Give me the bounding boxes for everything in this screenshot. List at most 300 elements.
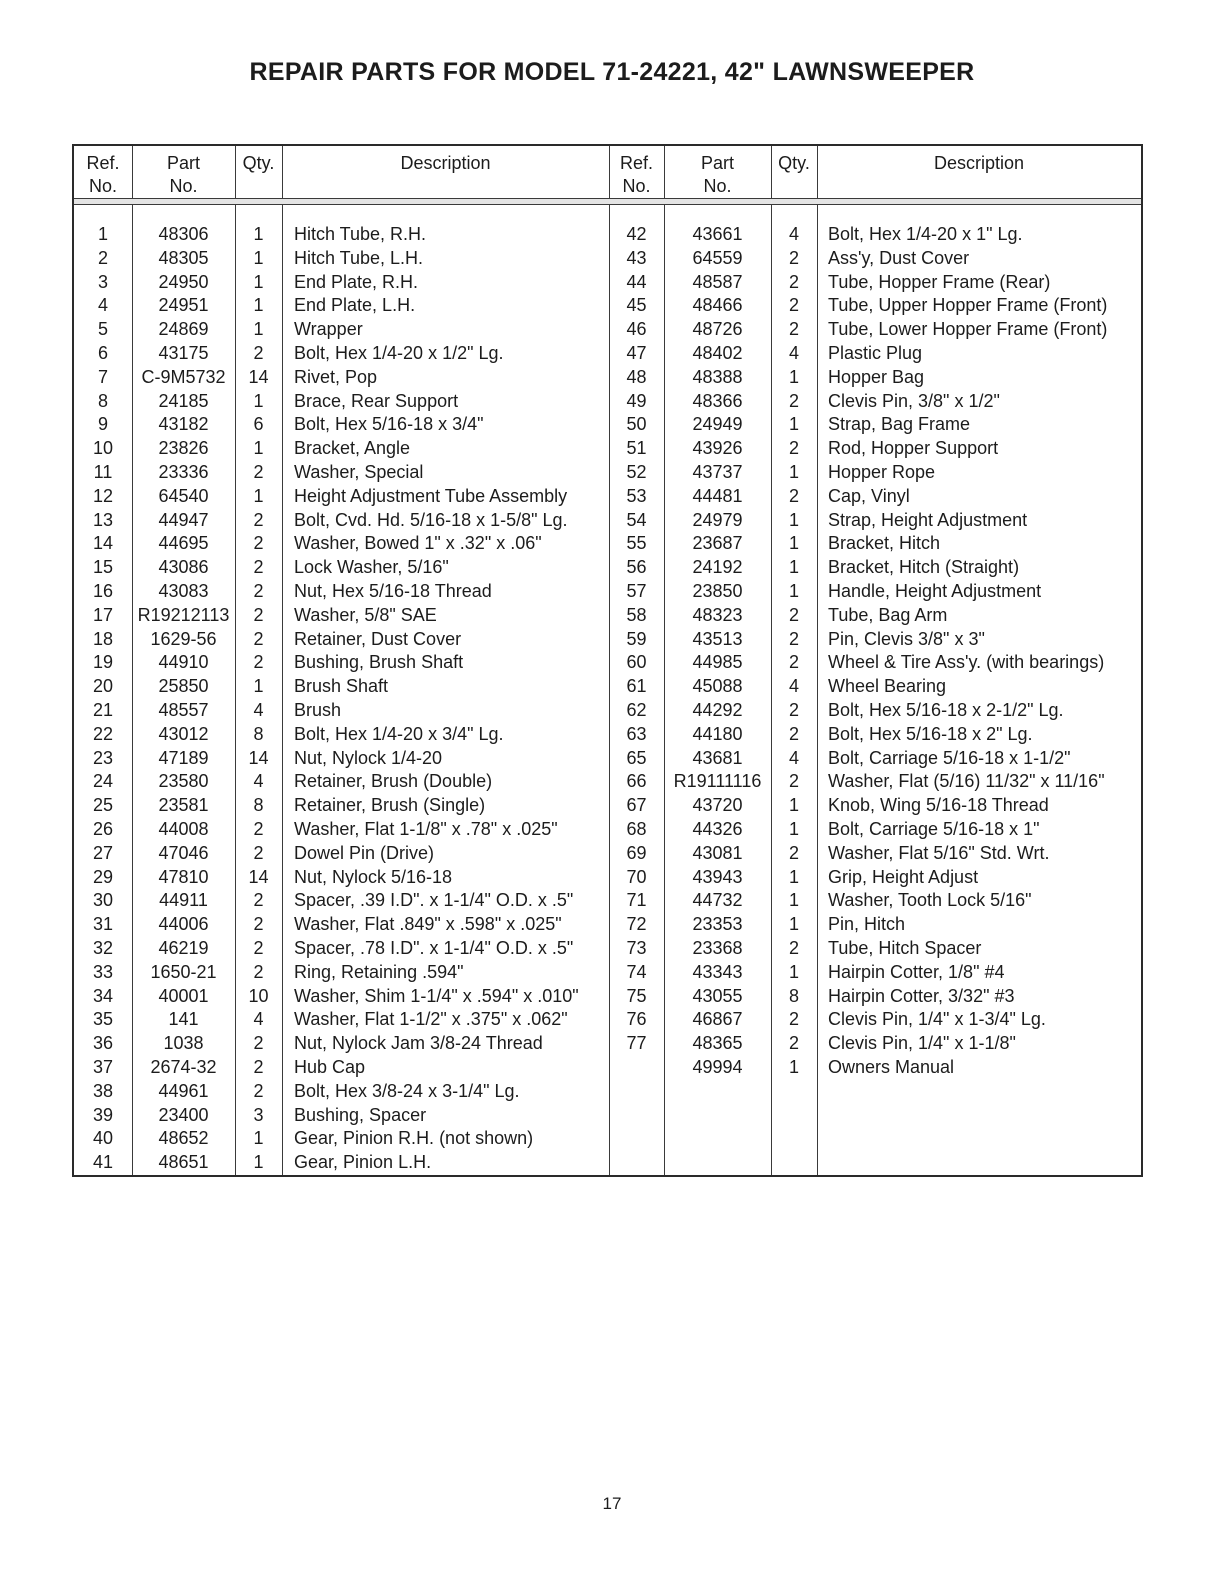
cell-ref: 18 <box>92 628 114 649</box>
cell-part: 24951 <box>158 295 209 316</box>
cell-ref: 7 <box>97 366 108 387</box>
cell-qty: 2 <box>788 295 799 316</box>
cell-ref: 57 <box>626 581 647 601</box>
cell-qty: 8 <box>788 985 799 1006</box>
cell-qty: 1 <box>253 390 264 411</box>
cell-ref: 30 <box>92 890 114 911</box>
cell-part: 44985 <box>692 652 743 673</box>
cell-part: 47189 <box>158 747 209 768</box>
cell-part: 48388 <box>692 366 743 387</box>
cell-part: 43513 <box>692 628 743 649</box>
cell-qty: 2 <box>253 938 264 958</box>
cell-ref: 26 <box>92 819 114 839</box>
cell-ref: 34 <box>92 985 114 1006</box>
cell-desc: Rod, Hopper Support <box>828 438 999 459</box>
cell-part: 23826 <box>158 438 209 459</box>
cell-part: 43081 <box>692 842 743 863</box>
cell-ref: 13 <box>92 509 114 530</box>
cell-desc: Owners Manual <box>828 1057 955 1077</box>
cell-part: 46219 <box>158 938 209 958</box>
parts-table <box>72 144 1143 1177</box>
cell-part: 44961 <box>158 1080 209 1101</box>
cell-qty: 1 <box>788 533 799 554</box>
cell-part: 64559 <box>692 247 743 268</box>
cell-ref: 71 <box>626 890 647 911</box>
cell-qty: 1 <box>788 914 799 935</box>
cell-qty: 2 <box>253 533 264 554</box>
cell-part: 48365 <box>692 1033 743 1054</box>
header-part-right <box>664 152 771 198</box>
cell-qty: 2 <box>788 485 799 506</box>
cell-ref: 49 <box>626 390 647 411</box>
cell-qty: 1 <box>253 485 264 506</box>
cell-ref: 32 <box>92 938 114 958</box>
cell-part: 44910 <box>158 652 209 673</box>
cell-part: 48366 <box>692 390 743 411</box>
cell-qty: 2 <box>788 271 799 292</box>
cell-ref: 43 <box>626 247 647 268</box>
cell-desc: Nut, Nylock 1/4-20 <box>294 747 443 768</box>
cell-desc: Nut, Nylock 5/16-18 <box>294 866 453 887</box>
cell-ref: 6 <box>97 343 108 363</box>
cell-part: 49994 <box>692 1057 743 1077</box>
cell-ref: 14 <box>92 533 114 554</box>
cell-part: 43012 <box>158 723 209 744</box>
cell-ref: 56 <box>626 557 647 578</box>
page-number: 17 <box>602 1494 622 1513</box>
header-part <box>132 152 235 198</box>
cell-qty: 2 <box>253 462 264 482</box>
header-part-line1: Part <box>700 153 734 173</box>
cell-desc: Spacer, .39 I.D". x 1-1/4" O.D. x .5" <box>294 890 574 911</box>
header-ref-right <box>609 152 664 198</box>
cell-desc: Plastic Plug <box>828 343 923 363</box>
cell-desc: Bushing, Brush Shaft <box>294 652 464 673</box>
page-title: REPAIR PARTS FOR MODEL 71-24221, 42" LAWNSWEEPER <box>249 58 975 86</box>
header-description-right: Description <box>933 153 1025 173</box>
cell-ref: 67 <box>626 795 647 816</box>
cell-desc: Tube, Upper Hopper Frame (Front) <box>828 295 1108 316</box>
cell-part: 48305 <box>158 247 209 268</box>
cell-qty: 1 <box>788 1057 799 1077</box>
cell-desc: Spacer, .78 I.D". x 1-1/4" O.D. x .5" <box>294 938 574 958</box>
cell-ref: 58 <box>626 604 647 625</box>
cell-desc: Clevis Pin, 1/4" x 1-1/8" <box>828 1033 1016 1054</box>
cell-ref: 63 <box>626 723 647 744</box>
cell-ref: 31 <box>92 914 114 935</box>
cell-desc: Bolt, Carriage 5/16-18 x 1" <box>828 819 1040 839</box>
cell-desc: Tube, Hopper Frame (Rear) <box>828 271 1051 292</box>
cell-ref: 54 <box>626 509 647 530</box>
cell-qty: 4 <box>253 1009 264 1030</box>
cell-ref: 21 <box>92 700 114 720</box>
cell-ref: 33 <box>92 961 114 982</box>
cell-ref: 37 <box>92 1057 114 1077</box>
cell-part: 48587 <box>692 271 743 292</box>
cell-qty: 2 <box>788 842 799 863</box>
header-part-line2: No. <box>703 176 732 196</box>
cell-ref: 10 <box>92 438 114 459</box>
cell-ref: 2 <box>97 247 108 268</box>
cell-desc: Cap, Vinyl <box>828 485 910 506</box>
cell-desc: Bracket, Hitch <box>828 533 941 554</box>
cell-ref: 3 <box>97 271 108 292</box>
cell-qty: 1 <box>788 581 799 601</box>
cell-desc: Washer, Special <box>294 462 424 482</box>
cell-qty: 1 <box>253 319 264 340</box>
cell-desc: Ass'y, Dust Cover <box>828 247 970 268</box>
cell-desc: Bolt, Hex 5/16-18 x 2-1/2" Lg. <box>828 700 1064 720</box>
cell-part: 48466 <box>692 295 743 316</box>
cell-desc: Ring, Retaining .594" <box>294 961 464 982</box>
cell-ref: 45 <box>626 295 647 316</box>
cell-qty: 8 <box>253 723 264 744</box>
cell-qty: 2 <box>253 1033 264 1054</box>
header-ref-line1: Ref. <box>619 153 653 173</box>
cell-ref: 5 <box>97 319 108 340</box>
cell-desc: Wrapper <box>294 319 363 340</box>
cell-qty: 2 <box>788 390 799 411</box>
cell-ref: 53 <box>626 485 647 506</box>
cell-desc: Nut, Nylock Jam 3/8-24 Thread <box>294 1033 543 1054</box>
cell-qty: 2 <box>253 557 264 578</box>
cell-ref: 55 <box>626 533 647 554</box>
cell-ref: 52 <box>626 462 647 482</box>
cell-desc: Brace, Rear Support <box>294 390 459 411</box>
cell-part: 48726 <box>692 319 743 340</box>
cell-qty: 1 <box>788 557 799 578</box>
cell-qty: 14 <box>248 747 269 768</box>
cell-part: 23581 <box>158 795 209 816</box>
cell-part: 24192 <box>692 557 743 578</box>
cell-ref: 24 <box>92 771 114 792</box>
cell-part: 1629-56 <box>150 628 217 649</box>
cell-ref: 4 <box>97 295 108 316</box>
cell-ref: 12 <box>92 485 114 506</box>
cell-part: 24185 <box>158 390 209 411</box>
cell-part: 43943 <box>692 866 743 887</box>
cell-part: 43175 <box>158 343 209 363</box>
cell-desc: Pin, Clevis 3/8" x 3" <box>828 628 985 649</box>
header-ref-line1: Ref. <box>86 153 120 173</box>
cell-qty: 2 <box>788 1009 799 1030</box>
cell-ref: 50 <box>626 414 647 435</box>
cell-desc: Washer, Flat .849" x .598" x .025" <box>294 914 562 935</box>
cell-qty: 14 <box>248 866 269 887</box>
cell-ref: 9 <box>97 414 108 435</box>
cell-desc: Wheel & Tire Ass'y. (with bearings) <box>828 652 1105 673</box>
cell-qty: 2 <box>253 604 264 625</box>
cell-part: 141 <box>168 1009 199 1030</box>
cell-qty: 2 <box>253 1057 264 1077</box>
cell-qty: 1 <box>788 890 799 911</box>
cell-ref: 36 <box>92 1033 114 1054</box>
cell-desc: Pin, Hitch <box>828 914 906 935</box>
cell-desc: Bolt, Hex 5/16-18 x 2" Lg. <box>828 723 1033 744</box>
cell-desc: End Plate, R.H. <box>294 271 419 292</box>
cell-desc: End Plate, L.H. <box>294 295 416 316</box>
cell-desc: Bolt, Hex 5/16-18 x 3/4" <box>294 414 484 435</box>
cell-desc: Washer, Flat (5/16) 11/32" x 11/16" <box>828 771 1105 792</box>
cell-ref: 73 <box>626 938 647 958</box>
cell-desc: Bracket, Hitch (Straight) <box>828 557 1020 578</box>
cell-ref: 70 <box>626 866 647 887</box>
header-ref <box>74 152 132 198</box>
cell-qty: 14 <box>248 366 269 387</box>
cell-part: C-9M5732 <box>141 366 226 387</box>
cell-desc: Hub Cap <box>294 1057 366 1077</box>
cell-qty: 4 <box>788 343 799 363</box>
cell-ref: 60 <box>626 652 647 673</box>
cell-part: 45088 <box>692 676 743 697</box>
cell-part: 24869 <box>158 319 209 340</box>
cell-qty: 2 <box>253 581 264 601</box>
cell-ref: 77 <box>626 1033 647 1054</box>
cell-part: 24949 <box>692 414 743 435</box>
cell-part: 24950 <box>158 271 209 292</box>
cell-desc: Washer, Flat 5/16" Std. Wrt. <box>828 842 1050 863</box>
cell-qty: 2 <box>253 842 264 863</box>
cell-qty: 2 <box>253 1080 264 1101</box>
cell-ref: 76 <box>626 1009 647 1030</box>
cell-desc: Washer, Flat 1-1/2" x .375" x .062" <box>294 1009 568 1030</box>
cell-part: 43343 <box>692 961 743 982</box>
cell-ref: 68 <box>626 819 647 839</box>
cell-part: 44481 <box>692 485 743 506</box>
cell-ref: 17 <box>92 604 114 625</box>
cell-part: 23353 <box>692 914 743 935</box>
cell-qty: 2 <box>253 914 264 935</box>
cell-desc: Hairpin Cotter, 1/8" #4 <box>828 961 1005 982</box>
cell-qty: 2 <box>788 938 799 958</box>
cell-qty: 1 <box>253 676 264 697</box>
cell-part: 48651 <box>158 1152 209 1173</box>
cell-desc: Tube, Hitch Spacer <box>828 938 982 958</box>
header-part-line1: Part <box>166 153 200 173</box>
cell-qty: 2 <box>788 652 799 673</box>
cell-part: 48323 <box>692 604 743 625</box>
cell-qty: 2 <box>788 628 799 649</box>
cell-part: 46867 <box>692 1009 743 1030</box>
cell-ref: 27 <box>92 842 114 863</box>
cell-ref: 1 <box>97 224 108 244</box>
cell-desc: Retainer, Brush (Double) <box>294 771 493 792</box>
cell-ref: 22 <box>92 723 114 744</box>
cell-qty: 4 <box>788 747 799 768</box>
cell-desc: Hitch Tube, L.H. <box>294 247 424 268</box>
cell-desc: Tube, Lower Hopper Frame (Front) <box>828 319 1108 340</box>
cell-qty: 1 <box>253 438 264 459</box>
cell-qty: 10 <box>248 985 269 1006</box>
cell-qty: 1 <box>788 866 799 887</box>
cell-qty: 4 <box>788 224 799 244</box>
cell-part: 43681 <box>692 747 743 768</box>
cell-qty: 1 <box>253 295 264 316</box>
cell-ref: 16 <box>92 581 114 601</box>
cell-qty: 1 <box>788 462 799 482</box>
cell-qty: 2 <box>253 343 264 363</box>
cell-desc: Retainer, Brush (Single) <box>294 795 486 816</box>
cell-ref: 61 <box>626 676 647 697</box>
cell-ref: 23 <box>92 747 114 768</box>
cell-part: 47046 <box>158 842 209 863</box>
cell-part: 43055 <box>692 985 743 1006</box>
cell-part: 44008 <box>158 819 209 839</box>
cell-ref: 25 <box>92 795 114 816</box>
cell-ref: 75 <box>626 985 647 1006</box>
cell-part: 64540 <box>158 485 209 506</box>
cell-part: 44695 <box>158 533 209 554</box>
cell-part: 47810 <box>158 866 209 887</box>
cell-desc: Hitch Tube, R.H. <box>294 224 427 244</box>
cell-qty: 2 <box>253 628 264 649</box>
cell-part: 23850 <box>692 581 743 601</box>
cell-part: 44006 <box>158 914 209 935</box>
cell-qty: 8 <box>253 795 264 816</box>
cell-qty: 1 <box>788 795 799 816</box>
cell-part: 24979 <box>692 509 743 530</box>
cell-ref: 48 <box>626 366 647 387</box>
cell-part: 48652 <box>158 1128 209 1149</box>
cell-ref: 39 <box>92 1104 114 1125</box>
cell-ref: 19 <box>92 652 114 673</box>
cell-ref: 46 <box>626 319 647 340</box>
cell-desc: Washer, Flat 1-1/8" x .78" x .025" <box>294 819 558 839</box>
cell-qty: 1 <box>788 509 799 530</box>
cell-qty: 1 <box>253 1128 264 1149</box>
cell-ref: 29 <box>92 866 114 887</box>
cell-desc: Lock Washer, 5/16" <box>294 557 449 578</box>
cell-part: 40001 <box>158 985 209 1006</box>
cell-part: 43661 <box>692 224 743 244</box>
cell-desc: Washer, Bowed 1" x .32" x .06" <box>294 533 542 554</box>
cell-ref: 35 <box>92 1009 114 1030</box>
cell-desc: Washer, Shim 1-1/4" x .594" x .010" <box>294 985 579 1006</box>
cell-qty: 3 <box>253 1104 264 1125</box>
cell-qty: 2 <box>788 247 799 268</box>
cell-part: 44326 <box>692 819 743 839</box>
cell-part: 23580 <box>158 771 209 792</box>
cell-desc: Bolt, Cvd. Hd. 5/16-18 x 1-5/8" Lg. <box>294 509 568 530</box>
cell-desc: Clevis Pin, 1/4" x 1-3/4" Lg. <box>828 1009 1046 1030</box>
cell-qty: 1 <box>253 271 264 292</box>
cell-desc: Bolt, Hex 3/8-24 x 3-1/4" Lg. <box>294 1080 520 1101</box>
cell-desc: Hairpin Cotter, 3/32" #3 <box>828 985 1015 1006</box>
cell-desc: Strap, Height Adjustment <box>828 509 1028 530</box>
cell-ref: 8 <box>97 390 108 411</box>
cell-part: 43086 <box>158 557 209 578</box>
cell-qty: 1 <box>788 366 799 387</box>
cell-desc: Rivet, Pop <box>294 366 378 387</box>
header-qty: Qty. <box>242 153 275 173</box>
cell-part: 43926 <box>692 438 743 459</box>
cell-part: 23400 <box>158 1104 209 1125</box>
cell-part: 48402 <box>692 343 743 363</box>
cell-ref: 74 <box>626 961 647 982</box>
cell-ref: 15 <box>92 557 114 578</box>
cell-qty: 4 <box>253 771 264 792</box>
cell-desc: Knob, Wing 5/16-18 Thread <box>828 795 1049 816</box>
cell-desc: Bolt, Hex 1/4-20 x 1/2" Lg. <box>294 343 504 363</box>
cell-ref: 72 <box>626 914 647 935</box>
cell-desc: Height Adjustment Tube Assembly <box>294 485 568 506</box>
cell-qty: 1 <box>253 1152 264 1173</box>
cell-desc: Grip, Height Adjust <box>828 866 979 887</box>
cell-part: 25850 <box>158 676 209 697</box>
cell-desc: Nut, Hex 5/16-18 Thread <box>294 581 492 601</box>
cell-desc: Tube, Bag Arm <box>828 604 948 625</box>
header-ref-line2: No. <box>622 176 651 196</box>
cell-part: 43720 <box>692 795 743 816</box>
cell-desc: Strap, Bag Frame <box>828 414 971 435</box>
cell-qty: 1 <box>253 247 264 268</box>
cell-desc: Bushing, Spacer <box>294 1104 427 1125</box>
cell-desc: Bolt, Carriage 5/16-18 x 1-1/2" <box>828 747 1071 768</box>
cell-qty: 2 <box>253 890 264 911</box>
cell-part: 44732 <box>692 890 743 911</box>
cell-qty: 2 <box>788 319 799 340</box>
cell-ref: 38 <box>92 1080 114 1101</box>
cell-qty: 2 <box>788 700 799 720</box>
cell-ref: 51 <box>626 438 647 459</box>
cell-desc: Washer, 5/8" SAE <box>294 604 437 625</box>
cell-part: 44292 <box>692 700 743 720</box>
cell-part: 23336 <box>158 462 209 482</box>
cell-part: 44947 <box>158 509 209 530</box>
cell-ref: 62 <box>626 700 647 720</box>
cell-ref: 47 <box>626 343 647 363</box>
cell-part: 43083 <box>158 581 209 601</box>
cell-desc: Hopper Bag <box>828 366 925 387</box>
cell-desc: Handle, Height Adjustment <box>828 581 1042 601</box>
cell-desc: Bolt, Hex 1/4-20 x 3/4" Lg. <box>294 723 504 744</box>
cell-qty: 6 <box>253 414 264 435</box>
cell-qty: 2 <box>788 723 799 744</box>
cell-part: 1038 <box>163 1033 204 1054</box>
cell-part: 23368 <box>692 938 743 958</box>
cell-ref: 20 <box>92 676 114 697</box>
cell-desc: Clevis Pin, 3/8" x 1/2" <box>828 390 1000 411</box>
cell-desc: Bolt, Hex 1/4-20 x 1" Lg. <box>828 224 1023 244</box>
cell-part: 2674-32 <box>150 1057 217 1077</box>
cell-desc: Wheel Bearing <box>828 676 947 697</box>
cell-part: 1650-21 <box>150 961 217 982</box>
header-ref-line2: No. <box>88 176 117 196</box>
cell-qty: 1 <box>788 961 799 982</box>
cell-qty: 2 <box>253 652 264 673</box>
cell-ref: 41 <box>92 1152 114 1173</box>
cell-part: 43182 <box>158 414 209 435</box>
cell-desc: Gear, Pinion R.H. (not shown) <box>294 1128 534 1149</box>
cell-desc: Gear, Pinion L.H. <box>294 1152 432 1173</box>
cell-part: 44911 <box>159 890 208 911</box>
header-qty-right: Qty. <box>778 153 810 173</box>
cell-part: 48306 <box>158 224 209 244</box>
cell-part: 48557 <box>158 700 209 720</box>
cell-part: R19212113 <box>137 604 230 625</box>
cell-ref: 42 <box>626 224 647 244</box>
cell-ref: 44 <box>626 271 647 292</box>
cell-ref: 69 <box>626 842 647 863</box>
cell-ref: 40 <box>92 1128 114 1149</box>
cell-part: 44180 <box>692 723 743 744</box>
cell-part: 43737 <box>692 462 743 482</box>
cell-qty: 1 <box>253 224 264 244</box>
cell-qty: 2 <box>788 604 799 625</box>
cell-ref: 11 <box>93 462 113 482</box>
cell-ref: 65 <box>626 747 647 768</box>
cell-qty: 2 <box>253 961 264 982</box>
